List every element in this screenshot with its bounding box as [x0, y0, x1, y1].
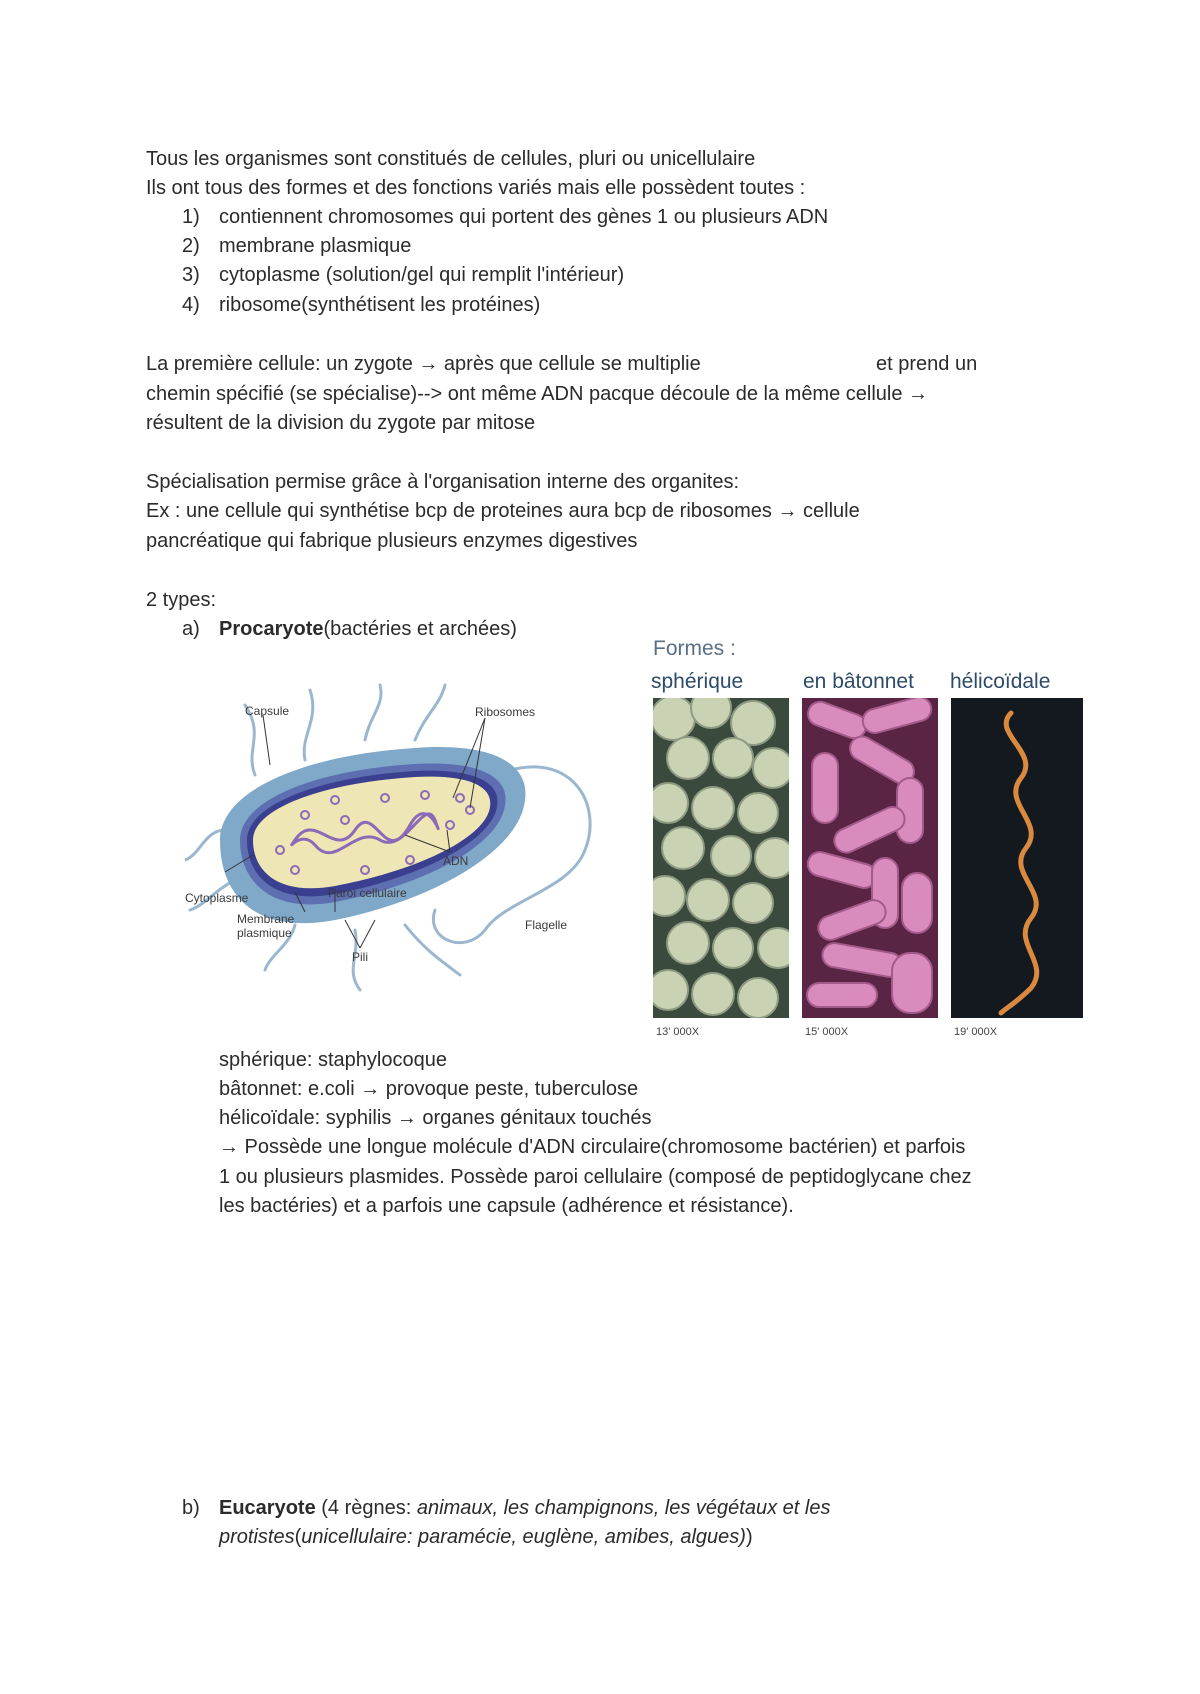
special-line-1: Spécialisation permise grâce à l'organisation interne des organites:: [146, 471, 740, 493]
type-b-paren-open: (4 règnes:: [315, 1497, 417, 1519]
special-line-2: Ex : une cellule qui synthétise bcp de proteines aura bcp de ribosomes → cellule: [146, 500, 860, 522]
forms-label-spherique: sphérique: [651, 670, 744, 693]
magnification-1: 13' 000X: [656, 1026, 700, 1038]
pilus-5: [185, 830, 225, 860]
type-b-protistes: protistes: [219, 1526, 295, 1548]
list-item-1: contiennent chromosomes qui portent des gènes 1 ou plusieurs ADN: [219, 206, 829, 228]
type-b-unicellular: unicellulaire: paramécie, euglène, amibes, algues): [301, 1526, 746, 1548]
type-a-line: [219, 615, 517, 644]
magnification-2: 15' 000X: [805, 1026, 849, 1038]
pilus-9: [405, 925, 460, 975]
forms-label-batonnet: en bâtonnet: [803, 670, 914, 693]
example-line-5: 1 ou plusieurs plasmides. Possède paroi cellulaire (composé de peptidoglycane chez: [219, 1166, 972, 1188]
special-line-3: pancréatique qui fabrique plusieurs enzymes digestives: [146, 530, 638, 552]
label-paroi: Paroi cellulaire: [328, 886, 407, 900]
type-b-line-1: [219, 1494, 830, 1523]
label-cytoplasme: Cytoplasme: [185, 891, 249, 905]
label-ribosomes: Ribosomes: [475, 705, 536, 719]
example-line-3: hélicoïdale: syphilis → organes génitaux touchés: [219, 1107, 652, 1129]
intro-line-2: Ils ont tous des formes et des fonctions variés mais elle possèdent toutes :: [146, 177, 806, 199]
photo-helicoidale: [951, 698, 1083, 1018]
list-item-4: ribosome(synthétisent les protéines): [219, 294, 541, 316]
type-a-desc: (bactéries et archées): [323, 618, 517, 640]
list-number-2: 2): [182, 235, 200, 257]
photo-batonnet: [802, 698, 938, 1018]
type-b-paren-close: ): [745, 1526, 753, 1548]
label-capsule: Capsule: [245, 704, 290, 718]
list-number-3: 3): [182, 264, 200, 286]
label-pili: Pili: [352, 950, 369, 964]
list-item-2: membrane plasmique: [219, 235, 412, 257]
zygote-line-3: résultent de la division du zygote par mitose: [146, 412, 536, 434]
list-item-3: cytoplasme (solution/gel qui remplit l'intérieur): [219, 264, 625, 286]
example-line-2: bâtonnet: e.coli → provoque peste, tuberculose: [219, 1078, 639, 1100]
type-a-title: Procaryote: [219, 618, 324, 640]
pilus-3: [365, 685, 381, 740]
bacteria-forms-panel: [645, 636, 1115, 1046]
zygote-line-1a: La première cellule: un zygote → après que cellule se multiplie: [146, 353, 701, 375]
pilus-4: [415, 685, 445, 740]
zygote-line-1b: et prend un: [876, 353, 978, 375]
list-number-1: 1): [182, 206, 200, 228]
example-line-1: sphérique: staphylocoque: [219, 1049, 447, 1071]
zygote-line-2: chemin spécifié (se spécialise)--> ont même ADN pacque découle de la même cellule →: [146, 383, 929, 405]
type-b-title: Eucaryote: [219, 1497, 316, 1519]
type-b-number: b): [182, 1497, 200, 1519]
photo-spherique: [653, 698, 789, 1018]
label-membrane-2: plasmique: [237, 926, 292, 940]
label-flagelle: Flagelle: [525, 918, 568, 932]
list-number-4: 4): [182, 294, 200, 316]
pilus-2: [304, 690, 313, 760]
type-b-line-2: [219, 1523, 753, 1552]
label-adn: ADN: [443, 854, 469, 868]
types-header: 2 types:: [146, 589, 217, 611]
magnification-3: 19' 000X: [954, 1026, 998, 1038]
prokaryote-diagram: [185, 680, 615, 1000]
forms-title: Formes :: [653, 637, 736, 660]
label-membrane-1: Membrane: [237, 912, 295, 926]
forms-label-helicoidale: hélicoïdale: [950, 670, 1051, 693]
intro-line-1: Tous les organismes sont constitués de cellules, pluri ou unicellulaire: [146, 148, 756, 170]
type-b-kingdoms: animaux, les champignons, les végétaux et les: [416, 1497, 831, 1519]
type-b-paren-2: (: [294, 1526, 302, 1548]
type-a-number: a): [182, 618, 200, 640]
example-line-4: → Possède une longue molécule d'ADN circulaire(chromosome bactérien) et parfois: [219, 1136, 966, 1158]
example-line-6: les bactéries) et a parfois une capsule (adhérence et résistance).: [219, 1195, 794, 1217]
